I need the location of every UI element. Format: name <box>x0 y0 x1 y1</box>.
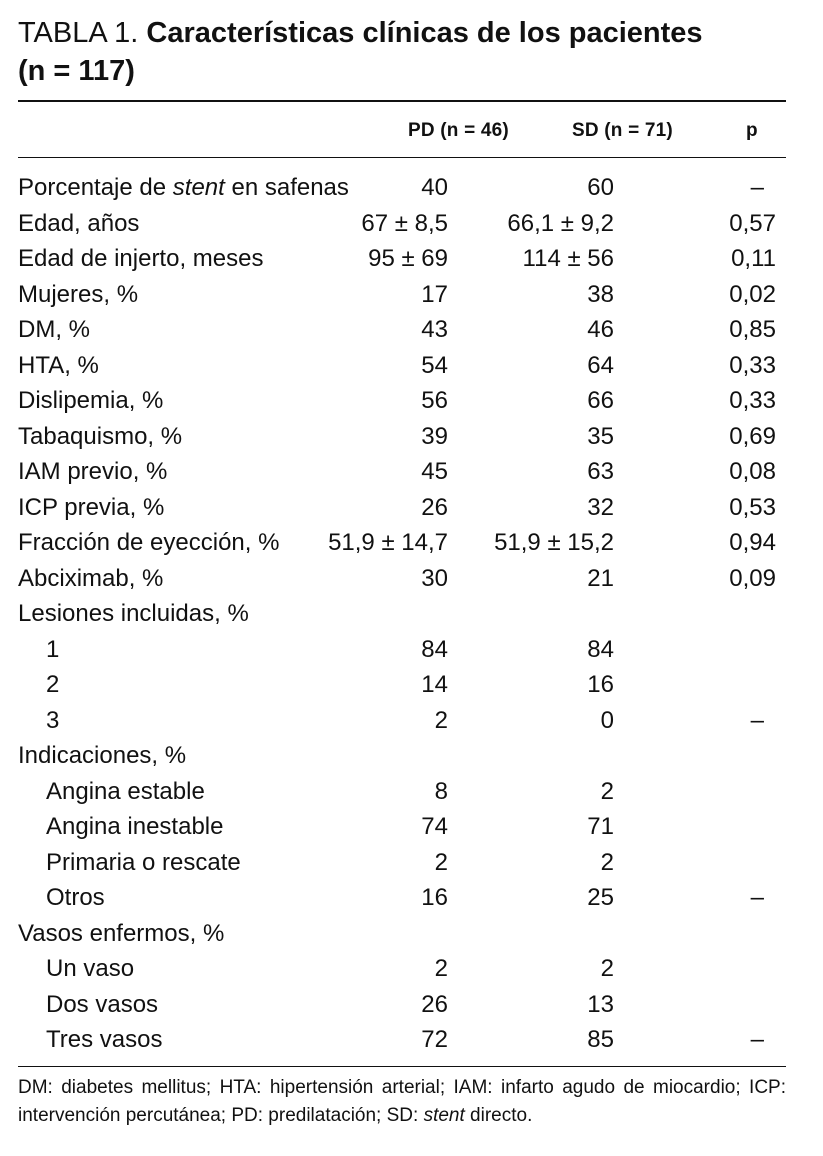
cell-p: 0,11 <box>731 245 776 272</box>
cell-p: 0,33 <box>729 351 776 379</box>
table-row <box>18 454 786 489</box>
row-label: 3 <box>46 706 60 734</box>
cell-pd: 30 <box>421 564 448 592</box>
cell-p: 0,94 <box>729 529 776 556</box>
cell-sd: 25 <box>587 884 614 911</box>
row-label: Edad de injerto, meses <box>18 245 264 272</box>
row-label-part: Porcentaje de <box>18 174 173 201</box>
table-row <box>18 845 786 880</box>
table-row <box>18 1022 786 1057</box>
cell-sd: 2 <box>600 777 614 805</box>
row-label: Mujeres, % <box>18 280 139 308</box>
table-title-main: Características clínicas de los pacientes <box>146 17 703 49</box>
cell-pd: 45 <box>421 458 448 485</box>
table-row <box>18 490 786 525</box>
cell-pd: 40 <box>421 174 448 201</box>
table-title-count: (n = 117) <box>18 55 135 87</box>
cell-p: 0,53 <box>729 493 776 521</box>
table-title-prefix: TABLA 1. <box>18 17 147 49</box>
cell-sd: 32 <box>587 493 614 521</box>
table-row <box>18 419 786 454</box>
row-label: Lesiones incluidas, % <box>18 600 249 627</box>
row-label: IAM previo, % <box>18 458 168 485</box>
row-label: HTA, % <box>18 351 99 379</box>
cell-pd: 8 <box>434 777 448 805</box>
cell-pd: 56 <box>421 387 448 414</box>
row-label: 1 <box>46 635 60 663</box>
column-header-p: p <box>746 120 758 141</box>
cell-pd: 17 <box>421 280 448 308</box>
row-label: Dos vasos <box>46 990 159 1018</box>
cell-sd: 63 <box>587 458 614 485</box>
cell-sd: 35 <box>587 422 614 450</box>
row-label: 2 <box>46 671 60 698</box>
cell-p: 0,02 <box>729 280 776 308</box>
row-label: Otros <box>46 884 105 911</box>
cell-p: 0,69 <box>729 422 776 450</box>
cell-pd: 67 ± 8,5 <box>361 209 448 237</box>
table-row <box>18 951 786 986</box>
table-row <box>18 774 786 809</box>
cell-sd: 2 <box>600 848 614 876</box>
table-row <box>18 916 786 951</box>
row-label: DM, % <box>18 316 90 343</box>
row-label: Dislipemia, % <box>18 387 164 414</box>
cell-pd: 54 <box>421 351 448 379</box>
table-row <box>18 596 786 631</box>
table-row <box>18 206 786 241</box>
row-label: Fracción de eyección, % <box>18 529 280 556</box>
table-row <box>18 632 786 667</box>
table-row <box>18 348 786 383</box>
row-label: Indicaciones, % <box>18 742 187 769</box>
cell-sd: 38 <box>587 280 614 308</box>
column-header-sd: SD (n = 71) <box>572 120 673 141</box>
cell-p: 0,57 <box>729 209 776 237</box>
cell-sd: 114 ± 56 <box>522 245 614 272</box>
cell-sd: 60 <box>587 174 614 201</box>
table-row <box>18 241 786 276</box>
cell-p: 0,85 <box>729 316 776 343</box>
cell-pd: 51,9 ± 14,7 <box>328 529 448 556</box>
cell-p: – <box>750 1026 764 1053</box>
table-row <box>18 312 786 347</box>
cell-pd: 95 ± 69 <box>368 245 448 272</box>
cell-pd: 74 <box>421 813 448 840</box>
table-row <box>18 170 786 205</box>
cell-pd: 2 <box>434 955 448 982</box>
row-label <box>18 170 349 205</box>
cell-pd: 26 <box>421 990 448 1018</box>
row-label: Tres vasos <box>46 1026 163 1053</box>
cell-sd: 2 <box>600 955 614 982</box>
table-row <box>18 703 786 738</box>
cell-sd: 46 <box>587 316 614 343</box>
bottom-rule <box>18 1066 786 1067</box>
table-row <box>18 987 786 1022</box>
table-row <box>18 667 786 702</box>
row-label: Primaria o rescate <box>46 848 241 876</box>
cell-sd: 71 <box>587 813 614 840</box>
table-row <box>18 383 786 418</box>
table-row <box>18 738 786 773</box>
footnote-text: DM: diabetes mellitus; HTA: hipertensión arterial; IAM: infarto agudo de miocardio; ICP: intervención percutánea; PD: predilatación; SD: <box>18 1077 786 1126</box>
row-label: Tabaquismo, % <box>18 422 183 450</box>
row-label-emphasis: stent <box>172 174 225 201</box>
cell-sd: 0 <box>600 706 614 734</box>
column-header-pd: PD (n = 46) <box>408 120 509 141</box>
table-row <box>18 525 786 560</box>
table-footnote <box>18 1074 786 1130</box>
cell-sd: 51,9 ± 15,2 <box>494 529 614 556</box>
cell-p: – <box>750 884 764 911</box>
row-label: ICP previa, % <box>18 493 165 521</box>
row-label: Edad, años <box>18 209 140 237</box>
cell-pd: 43 <box>421 316 448 343</box>
cell-p: – <box>750 174 764 201</box>
table-row <box>18 880 786 915</box>
cell-sd: 21 <box>587 564 614 592</box>
table-title <box>18 14 798 90</box>
cell-p: 0,33 <box>729 387 776 414</box>
cell-pd: 26 <box>421 493 448 521</box>
cell-sd: 16 <box>587 671 614 698</box>
cell-pd: 16 <box>421 884 448 911</box>
cell-p: 0,08 <box>729 458 776 485</box>
row-label: Abciximab, % <box>18 564 164 592</box>
table-row <box>18 277 786 312</box>
row-label: Vasos enfermos, % <box>18 919 225 947</box>
cell-sd: 66 <box>587 387 614 414</box>
row-label: Un vaso <box>46 955 135 982</box>
cell-sd: 64 <box>587 351 614 379</box>
footnote-emphasis: stent <box>423 1105 465 1126</box>
header-rule <box>18 157 786 158</box>
cell-p: 0,09 <box>729 564 776 592</box>
cell-pd: 14 <box>421 671 448 698</box>
table-row <box>18 809 786 844</box>
cell-p: – <box>750 706 764 734</box>
cell-sd: 66,1 ± 9,2 <box>507 209 614 237</box>
cell-sd: 84 <box>587 635 614 663</box>
cell-pd: 84 <box>421 635 448 663</box>
row-label: Angina inestable <box>46 813 224 840</box>
row-label: Angina estable <box>46 777 205 805</box>
footnote-end: directo. <box>464 1105 533 1126</box>
cell-sd: 13 <box>587 990 614 1018</box>
cell-pd: 39 <box>421 422 448 450</box>
top-rule <box>18 100 786 102</box>
table-row <box>18 561 786 596</box>
cell-sd: 85 <box>587 1026 614 1053</box>
cell-pd: 72 <box>421 1026 448 1053</box>
cell-pd: 2 <box>434 848 448 876</box>
row-label-part: en safenas <box>224 174 349 201</box>
cell-pd: 2 <box>434 706 448 734</box>
